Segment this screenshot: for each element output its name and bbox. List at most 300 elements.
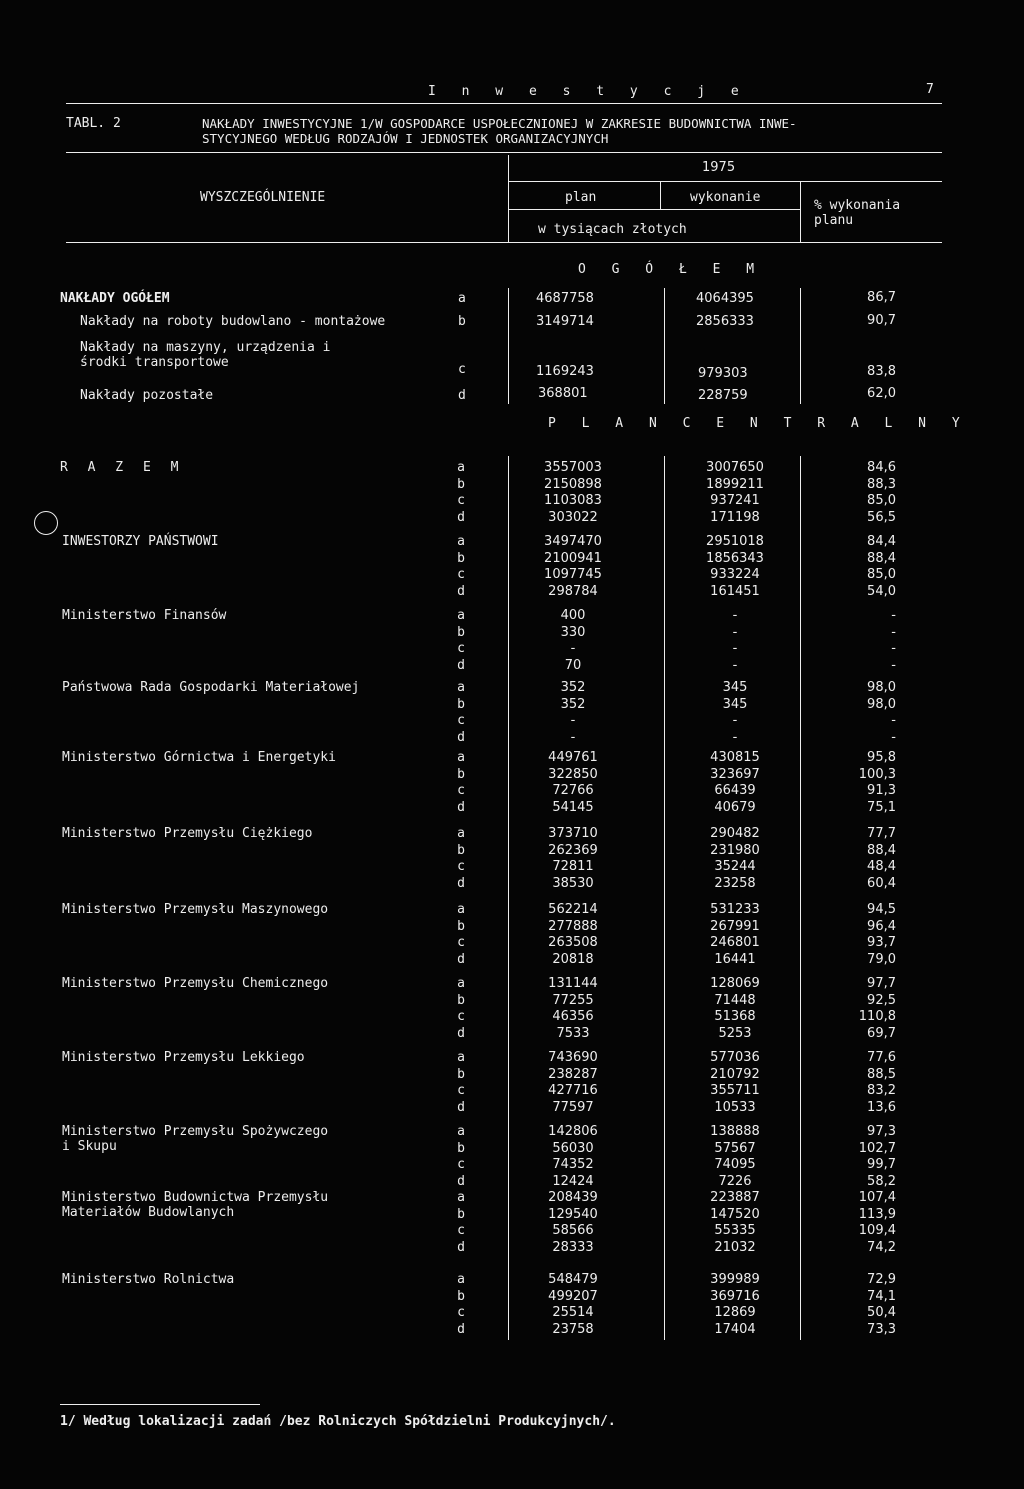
group-execution: 10533: [714, 1099, 756, 1115]
overall-percent: 86,7: [867, 290, 896, 305]
group-percent: -: [891, 729, 896, 745]
group-letter: b: [457, 766, 465, 782]
central-rule-exec: [664, 456, 665, 1340]
overall-row-label: NAKŁADY OGÓŁEM: [60, 291, 170, 306]
specification-header: WYSZCZEGÓLNIENIE: [200, 190, 326, 205]
group-plan: 562214: [548, 902, 598, 917]
group-percent: 50,4: [867, 1305, 896, 1320]
central-rule-pct: [800, 456, 801, 1340]
group-execution: 138888: [710, 1124, 760, 1139]
group-percent: 84,4: [867, 534, 896, 549]
table-number: TABL. 2: [66, 116, 121, 131]
group-execution: 21032: [714, 1239, 756, 1255]
group-execution: 17404: [714, 1321, 756, 1337]
group-letter: c: [457, 1223, 465, 1238]
group-plan: 352: [560, 680, 586, 695]
group-percent: 97,7: [867, 976, 896, 991]
group-plan: 23758: [552, 1321, 594, 1337]
group-label: R A Z E M: [60, 460, 185, 475]
group-percent-column: [820, 680, 896, 746]
group-label: Ministerstwo Przemysłu Spożywczego i Skupu: [62, 1124, 329, 1154]
group-percent: 58,2: [867, 1173, 896, 1189]
group-execution-column: [690, 1124, 780, 1190]
group-percent-column: [820, 976, 896, 1042]
group-percent: 75,1: [867, 799, 896, 815]
group-execution: -: [732, 624, 738, 640]
group-percent: -: [891, 641, 896, 656]
group-plan: -: [570, 729, 576, 745]
group-letter-column: [454, 608, 468, 674]
group-percent: 99,7: [867, 1157, 896, 1172]
group-label: Ministerstwo Przemysłu Ciężkiego: [62, 826, 313, 841]
group-execution: 57567: [714, 1140, 756, 1156]
group-letter-column: [454, 1050, 468, 1116]
group-letter: d: [457, 1321, 465, 1337]
group-percent: 73,3: [867, 1321, 896, 1337]
percent-header: % wykonania planu: [814, 198, 901, 228]
group-execution: 937241: [710, 493, 760, 508]
group-plan: 322850: [548, 766, 598, 782]
group-letter-column: [454, 680, 468, 746]
group-percent: 107,4: [858, 1190, 896, 1205]
group-plan: 7533: [556, 1025, 590, 1041]
overall-rule-pct: [800, 288, 801, 404]
group-letter: d: [457, 1239, 465, 1255]
group-letter: c: [457, 1157, 465, 1172]
group-execution: 171198: [710, 509, 760, 525]
group-plan: 548479: [548, 1272, 598, 1287]
overall-plan: 3149714: [536, 314, 594, 329]
group-percent: 79,0: [867, 951, 896, 967]
group-letter: a: [457, 750, 465, 765]
group-letter-column: [454, 1124, 468, 1190]
group-label: Ministerstwo Górnictwa i Energetyki: [62, 750, 336, 765]
overall-row-label: Nakłady na maszyny, urządzenia i środki transportowe: [80, 340, 331, 370]
group-execution: 128069: [710, 976, 760, 991]
group-percent: 88,5: [867, 1066, 896, 1082]
group-execution: 290482: [710, 826, 760, 841]
group-execution: 7226: [718, 1173, 752, 1189]
plan-exec-divider: [660, 181, 661, 209]
group-execution: 74095: [714, 1157, 756, 1172]
group-letter: b: [457, 476, 465, 492]
group-execution: 2951018: [706, 534, 764, 549]
group-plan: 277888: [548, 918, 598, 934]
group-percent: 93,7: [867, 935, 896, 950]
group-plan: 449761: [548, 750, 598, 765]
group-plan: 72811: [552, 859, 594, 874]
group-percent: 54,0: [867, 583, 896, 599]
group-plan: 499207: [548, 1288, 598, 1304]
group-percent: -: [891, 657, 896, 673]
group-plan-column: [528, 680, 618, 746]
table-title-line2: STYCYJNEGO WEDŁUG RODZAJÓW I JEDNOSTEK ORGANIZACYJNYCH: [202, 131, 609, 146]
group-execution-column: [690, 750, 780, 816]
group-percent: 69,7: [867, 1025, 896, 1041]
group-letter: d: [457, 1099, 465, 1115]
group-plan: 400: [560, 608, 586, 623]
group-plan: 352: [560, 696, 586, 712]
group-execution: 223887: [710, 1190, 760, 1205]
group-percent: 56,5: [867, 509, 896, 525]
group-execution: 71448: [714, 992, 756, 1008]
group-plan: -: [570, 641, 576, 656]
group-percent: -: [891, 608, 896, 623]
section-total-title: O G Ó Ł E M: [578, 262, 764, 277]
group-letter: b: [457, 1140, 465, 1156]
group-letter: a: [457, 608, 465, 623]
group-execution: 5253: [718, 1025, 752, 1041]
group-percent: 72,9: [867, 1272, 896, 1287]
group-execution: 345: [722, 696, 748, 712]
group-plan: 427716: [548, 1083, 598, 1098]
overall-execution: 2856333: [696, 314, 754, 329]
overall-percent: 83,8: [867, 364, 896, 379]
overall-execution: 228759: [698, 388, 748, 403]
group-percent-column: [820, 1050, 896, 1116]
group-execution: 246801: [710, 935, 760, 950]
overall-plan: 368801: [538, 386, 588, 401]
group-letter: d: [457, 799, 465, 815]
group-plan: 129540: [548, 1206, 598, 1222]
group-percent: 98,0: [867, 680, 896, 695]
group-percent-column: [820, 826, 896, 892]
group-percent: 48,4: [867, 859, 896, 874]
group-percent: 60,4: [867, 875, 896, 891]
punch-hole-mark: [34, 511, 58, 535]
group-plan: 77255: [552, 992, 594, 1008]
group-plan: 330: [560, 624, 586, 640]
group-plan-column: [528, 902, 618, 968]
group-plan: 74352: [552, 1157, 594, 1172]
group-percent: 85,0: [867, 567, 896, 582]
group-plan-column: [528, 1190, 618, 1256]
group-letter: b: [457, 1066, 465, 1082]
group-plan: 25514: [552, 1305, 594, 1320]
group-percent: 95,8: [867, 750, 896, 765]
group-execution: 16441: [714, 951, 756, 967]
group-percent: 85,0: [867, 493, 896, 508]
group-execution: -: [732, 713, 738, 728]
group-letter: c: [457, 567, 465, 582]
group-letter-column: [454, 826, 468, 892]
group-letter: b: [457, 624, 465, 640]
group-execution: 1899211: [706, 476, 764, 492]
group-letter: d: [457, 509, 465, 525]
group-plan-column: [528, 1124, 618, 1190]
group-percent: -: [891, 624, 896, 640]
group-letter: c: [457, 935, 465, 950]
group-letter: d: [457, 729, 465, 745]
group-plan: 3497470: [544, 534, 602, 549]
group-execution: 577036: [710, 1050, 760, 1065]
group-letter: b: [457, 842, 465, 858]
group-letter: a: [457, 534, 465, 549]
group-plan: 72766: [552, 783, 594, 798]
group-plan: 298784: [548, 583, 598, 599]
group-letter: b: [457, 918, 465, 934]
group-letter: b: [457, 1288, 465, 1304]
group-letter: c: [457, 859, 465, 874]
overall-row-label: Nakłady pozostałe: [80, 388, 214, 403]
group-execution: 161451: [710, 583, 760, 599]
group-percent: 77,6: [867, 1050, 896, 1065]
group-execution: 55335: [714, 1223, 756, 1238]
group-execution-column: [690, 1272, 780, 1338]
group-percent: 102,7: [858, 1140, 896, 1156]
group-letter: b: [457, 1206, 465, 1222]
group-letter: a: [457, 902, 465, 917]
group-percent-column: [820, 608, 896, 674]
group-plan: 54145: [552, 799, 594, 815]
group-plan-column: [528, 976, 618, 1042]
group-label: Ministerstwo Przemysłu Chemicznego: [62, 976, 329, 991]
group-plan: 3557003: [544, 460, 602, 475]
group-percent-column: [820, 1190, 896, 1256]
group-letter: c: [457, 493, 465, 508]
overall-letter: a: [458, 291, 466, 306]
group-percent-column: [820, 750, 896, 816]
group-letter: d: [457, 657, 465, 673]
group-percent: 84,6: [867, 460, 896, 475]
group-execution: 933224: [710, 567, 760, 582]
group-percent: 88,4: [867, 842, 896, 858]
group-execution: 40679: [714, 799, 756, 815]
group-percent: 96,4: [867, 918, 896, 934]
group-plan: 262369: [548, 842, 598, 858]
group-plan: 28333: [552, 1239, 594, 1255]
percent-divider: [800, 181, 801, 242]
group-execution-column: [690, 608, 780, 674]
group-execution: 231980: [710, 842, 760, 858]
group-letter: d: [457, 875, 465, 891]
group-letter: d: [457, 1025, 465, 1041]
group-letter: d: [457, 951, 465, 967]
group-execution: 35244: [714, 859, 756, 874]
group-letter: b: [457, 696, 465, 712]
running-title: I n w e s t y c j e: [428, 84, 748, 99]
group-plan: 2150898: [544, 476, 602, 492]
group-execution: 531233: [710, 902, 760, 917]
header-rule: [66, 103, 942, 104]
group-letter: c: [457, 1083, 465, 1098]
group-execution-column: [690, 1190, 780, 1256]
group-execution: -: [732, 657, 738, 673]
group-execution: 147520: [710, 1206, 760, 1222]
overall-rule-exec: [664, 288, 665, 404]
group-letter-column: [454, 460, 468, 526]
group-plan: 208439: [548, 1190, 598, 1205]
overall-percent: 62,0: [867, 386, 896, 401]
group-percent-column: [820, 460, 896, 526]
group-letter: a: [457, 1124, 465, 1139]
group-letter: c: [457, 1009, 465, 1024]
group-execution: 12869: [714, 1305, 756, 1320]
group-letter: a: [457, 1272, 465, 1287]
group-plan-column: [528, 750, 618, 816]
group-plan-column: [528, 460, 618, 526]
group-letter: a: [457, 460, 465, 475]
group-execution: 430815: [710, 750, 760, 765]
group-execution-column: [690, 534, 780, 600]
central-rule-plan: [508, 456, 509, 1340]
group-plan: 743690: [548, 1050, 598, 1065]
group-letter: b: [457, 550, 465, 566]
overall-rule-plan: [508, 288, 509, 404]
overall-execution: 979303: [698, 366, 748, 381]
group-plan: 373710: [548, 826, 598, 841]
group-label: Ministerstwo Budownictwa Przemysłu Materiałów Budowlanych: [62, 1190, 329, 1220]
group-label: Ministerstwo Przemysłu Maszynowego: [62, 902, 329, 917]
group-letter: d: [457, 1173, 465, 1189]
group-percent: 92,5: [867, 992, 896, 1008]
group-execution: 3007650: [706, 460, 764, 475]
group-percent: 98,0: [867, 696, 896, 712]
group-execution: 399989: [710, 1272, 760, 1287]
group-execution: 355711: [710, 1083, 760, 1098]
group-label: Państwowa Rada Gospodarki Materiałowej: [62, 680, 360, 695]
plan-header: plan: [565, 190, 597, 205]
group-plan: 131144: [548, 976, 598, 991]
group-execution-column: [690, 902, 780, 968]
group-execution: -: [732, 729, 738, 745]
footnote: 1/ Według lokalizacji zadań /bez Rolniczych Spółdzielni Produkcyjnych/.: [60, 1414, 616, 1429]
group-letter-column: [454, 902, 468, 968]
group-plan: 77597: [552, 1099, 594, 1115]
table-title-line1: NAKŁADY INWESTYCYJNE 1/W GOSPODARCE USPOŁECZNIONEJ W ZAKRESIE BUDOWNICTWA INWE-: [202, 116, 797, 131]
group-plan: 12424: [552, 1173, 594, 1189]
group-letter: d: [457, 583, 465, 599]
group-plan: -: [570, 713, 576, 728]
column-header-divider: [508, 155, 509, 242]
group-percent: 88,3: [867, 476, 896, 492]
group-plan: 20818: [552, 951, 594, 967]
group-letter: a: [457, 1050, 465, 1065]
group-letter: a: [457, 826, 465, 841]
group-percent-column: [820, 1272, 896, 1338]
group-label: INWESTORZY PAŃSTWOWI: [62, 534, 219, 549]
group-letter: a: [457, 976, 465, 991]
group-execution: 51368: [714, 1009, 756, 1024]
group-percent: 88,4: [867, 550, 896, 566]
group-letter: c: [457, 783, 465, 798]
group-execution-column: [690, 680, 780, 746]
group-percent: 13,6: [867, 1099, 896, 1115]
group-label: Ministerstwo Rolnictwa: [62, 1272, 235, 1287]
group-letter-column: [454, 1272, 468, 1338]
group-letter: c: [457, 641, 465, 656]
overall-execution: 4064395: [696, 291, 754, 306]
group-percent: -: [891, 713, 896, 728]
group-percent: 100,3: [858, 766, 896, 782]
group-execution-column: [690, 1050, 780, 1116]
group-percent: 77,7: [867, 826, 896, 841]
group-plan-column: [528, 1050, 618, 1116]
group-letter-column: [454, 1190, 468, 1256]
group-execution-column: [690, 826, 780, 892]
group-execution-column: [690, 460, 780, 526]
group-execution: -: [732, 608, 738, 623]
unit-rule: [508, 209, 800, 210]
overall-letter: c: [458, 362, 466, 377]
group-letter: b: [457, 992, 465, 1008]
group-letter-column: [454, 534, 468, 600]
group-plan: 2100941: [544, 550, 602, 566]
group-plan: 46356: [552, 1009, 594, 1024]
group-execution-column: [690, 976, 780, 1042]
group-percent-column: [820, 902, 896, 968]
group-plan: 58566: [552, 1223, 594, 1238]
column-header-top-rule: [66, 152, 942, 153]
group-execution: 66439: [714, 783, 756, 798]
group-percent: 97,3: [867, 1124, 896, 1139]
overall-row-label: Nakłady na roboty budowlano - montażowe: [80, 314, 386, 329]
group-execution: -: [732, 641, 738, 656]
year-rule: [508, 181, 942, 182]
execution-header: wykonanie: [690, 190, 761, 205]
year-header: 1975: [702, 160, 736, 175]
overall-letter: b: [458, 314, 466, 329]
group-percent: 113,9: [858, 1206, 896, 1222]
group-letter: a: [457, 680, 465, 695]
group-execution: 210792: [710, 1066, 760, 1082]
group-plan-column: [528, 534, 618, 600]
group-letter: c: [457, 713, 465, 728]
group-percent: 74,1: [867, 1288, 896, 1304]
group-percent: 83,2: [867, 1083, 896, 1098]
group-plan-column: [528, 608, 618, 674]
group-plan: 303022: [548, 509, 598, 525]
group-percent: 109,4: [858, 1223, 896, 1238]
overall-letter: d: [458, 388, 466, 403]
group-label: Ministerstwo Finansów: [62, 608, 227, 623]
group-execution: 323697: [710, 766, 760, 782]
group-percent-column: [820, 534, 896, 600]
group-plan-column: [528, 1272, 618, 1338]
group-plan: 1103083: [544, 493, 602, 508]
group-percent: 94,5: [867, 902, 896, 917]
group-plan-column: [528, 826, 618, 892]
group-letter-column: [454, 976, 468, 1042]
group-plan: 142806: [548, 1124, 598, 1139]
unit-header: w tysiącach złotych: [538, 222, 687, 237]
group-plan: 263508: [548, 935, 598, 950]
group-execution: 23258: [714, 875, 756, 891]
group-execution: 345: [722, 680, 748, 695]
group-letter: c: [457, 1305, 465, 1320]
page-number: 7: [926, 82, 934, 97]
group-percent: 74,2: [867, 1239, 896, 1255]
section-central-title: P L A N C E N T R A L N Y: [548, 416, 969, 431]
overall-percent: 90,7: [867, 313, 896, 328]
group-percent-column: [820, 1124, 896, 1190]
group-execution: 267991: [710, 918, 760, 934]
group-execution: 369716: [710, 1288, 760, 1304]
overall-plan: 4687758: [536, 291, 594, 306]
group-plan: 1097745: [544, 567, 602, 582]
group-plan: 56030: [552, 1140, 594, 1156]
overall-plan: 1169243: [536, 364, 594, 379]
group-letter: a: [457, 1190, 465, 1205]
group-percent: 110,8: [858, 1009, 896, 1024]
group-plan: 238287: [548, 1066, 598, 1082]
group-plan: 38530: [552, 875, 594, 891]
footnote-rule: [60, 1404, 260, 1405]
group-execution: 1856343: [706, 550, 764, 566]
group-percent: 91,3: [867, 783, 896, 798]
group-plan: 70: [564, 657, 582, 673]
group-label: Ministerstwo Przemysłu Lekkiego: [62, 1050, 305, 1065]
